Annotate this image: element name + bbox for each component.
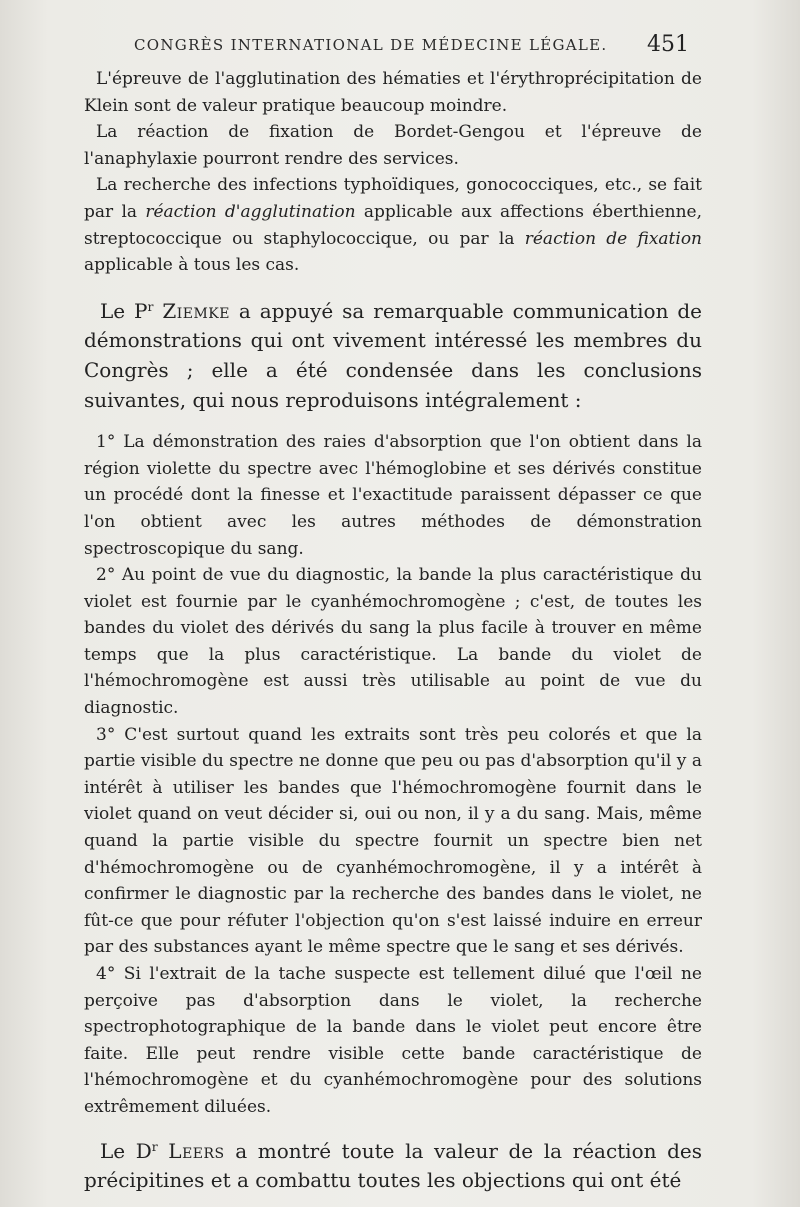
page-number: 451 [647, 32, 689, 57]
text-run: a appuyé sa remarquable communication de démonstrations qui ont vivement intéressé les membres du Congrès ; elle a été condensée dans les conclusions suivantes, qui nous reproduisons intégralement : [84, 298, 702, 412]
person-name: Leers [168, 1138, 225, 1163]
running-title: CONGRÈS INTERNATIONAL DE MÉDECINE LÉGALE. [134, 36, 608, 54]
conclusion-4: 4° Si l'extrait de la tache suspecte est tellement dilué que l'œil ne perçoive pas d'absorption dans le violet, la recherche spectrophotographique de la bande dans le violet peut encore être faite. Elle peut rendre visible cette bande caractéristique de l'hémochromogène et du cyanhémochromogène pour des solutions extrêmement diluées. [84, 964, 702, 1117]
page-body [84, 66, 702, 1196]
title-superscript: r [147, 298, 154, 314]
paragraph-agglutination: L'épreuve de l'agglutination des hématies et l'érythroprécipitation de Klein sont de valeur pratique beaucoup moindre. [84, 69, 702, 116]
text-run: a montré toute la valeur de la réaction des précipitines et a combattu toutes les objections qui ont été [84, 1138, 702, 1193]
paragraph-ziemke [84, 297, 702, 415]
paragraph-leers [84, 1137, 702, 1196]
italic-term: réaction d'agglutination [145, 201, 356, 222]
text-run: Le D [100, 1138, 152, 1163]
conclusion-3: 3° C'est surtout quand les extraits sont très peu colorés et que la partie visible du spectre ne donne que peu ou pas d'absorption qu'il y a intérêt à utiliser les bandes que l'hémochromogène fournit dans le violet quand on veut décider si, oui ou non, il y a du sang. Mais, même quand la partie visible du spectre fournit un spectre bien net d'hémochromogène ou de cyanhémochromogène, il y a intérêt à confirmer le diagnostic par la recherche des bandes dans le violet, ne fût-ce que pour réfuter l'objection qu'on s'est laissé induire en erreur par des substances ayant le même spectre que le sang et ses dérivés. [84, 724, 702, 958]
person-name: Ziemke [162, 298, 230, 323]
conclusion-1: 1° La démonstration des raies d'absorption que l'on obtient dans la région violette du spectre avec l'hémoglobine et ses dérivés constitue un procédé dont la finesse et l'exactitude paraissent dépasser ce que l'on obtient avec les autres méthodes de démonstration spectroscopique du sang. [84, 432, 702, 559]
paragraph-infections [84, 172, 702, 278]
page-header [0, 34, 800, 58]
paragraph-fixation: La réaction de fixation de Bordet-Gengou et l'épreuve de l'anaphylaxie pourront rendre des services. [84, 122, 702, 169]
text-run: applicable aux affections éberthienne, streptococcique ou staphylococcique, ou par la [84, 201, 702, 249]
text-run: applicable à tous les cas. [84, 255, 300, 276]
text-run: Le P [100, 298, 148, 323]
conclusion-2: 2° Au point de vue du diagnostic, la bande la plus caractéristique du violet est fournie par le cyanhémochromogène ; c'est, de toutes les bandes du violet des dérivés du sang la plus facile à trouver en même temps que la plus caractéristique. La bande du violet de l'hémochromogène est aussi très utilisable au point de vue du diagnostic. [84, 565, 702, 719]
italic-term: réaction de fixation [524, 228, 703, 249]
text-run: La recherche des infections typhoïdiques, gonococciques, etc., se fait par la [84, 175, 702, 222]
title-superscript: r [151, 1138, 158, 1154]
